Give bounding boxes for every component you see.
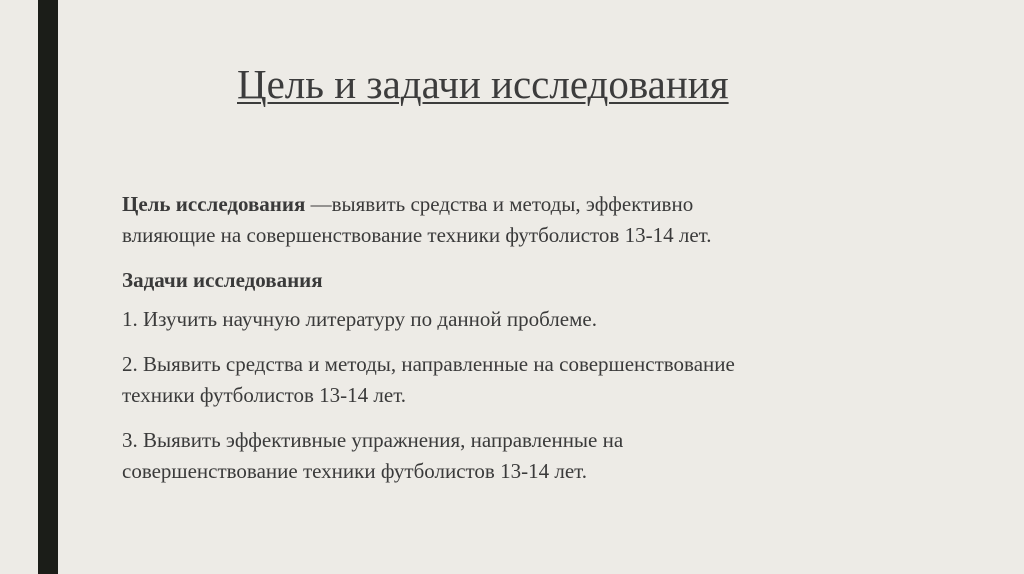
slide-title: Цель и задачи исследования	[237, 61, 729, 107]
task-item-2	[122, 349, 902, 411]
task-item-3-line1: 3. Выявить эффективные упражнения, направленные на	[122, 428, 624, 452]
task-item-2-line1: 2. Выявить средства и методы, направленные на совершенствование	[122, 352, 735, 376]
task-item-1	[122, 304, 902, 335]
task-item-3	[122, 425, 902, 487]
task-item-2-line2: техники футболистов 13-14 лет.	[122, 383, 407, 407]
task-item-1-line1: 1. Изучить научную литературу по данной проблеме.	[122, 307, 597, 331]
slide-content	[122, 189, 902, 501]
goal-text-line2: влияющие на совершенствование техники футболистов 13-14 лет.	[122, 223, 712, 247]
goal-text-line1: —выявить средства и методы, эффективно	[310, 192, 694, 216]
goal-paragraph	[122, 189, 902, 251]
goal-label: Цель исследования	[122, 192, 311, 216]
task-item-3-line2: совершенствование техники футболистов 13-14 лет.	[122, 459, 587, 483]
left-accent-bar	[38, 0, 58, 574]
tasks-heading: Задачи исследования	[122, 268, 323, 292]
